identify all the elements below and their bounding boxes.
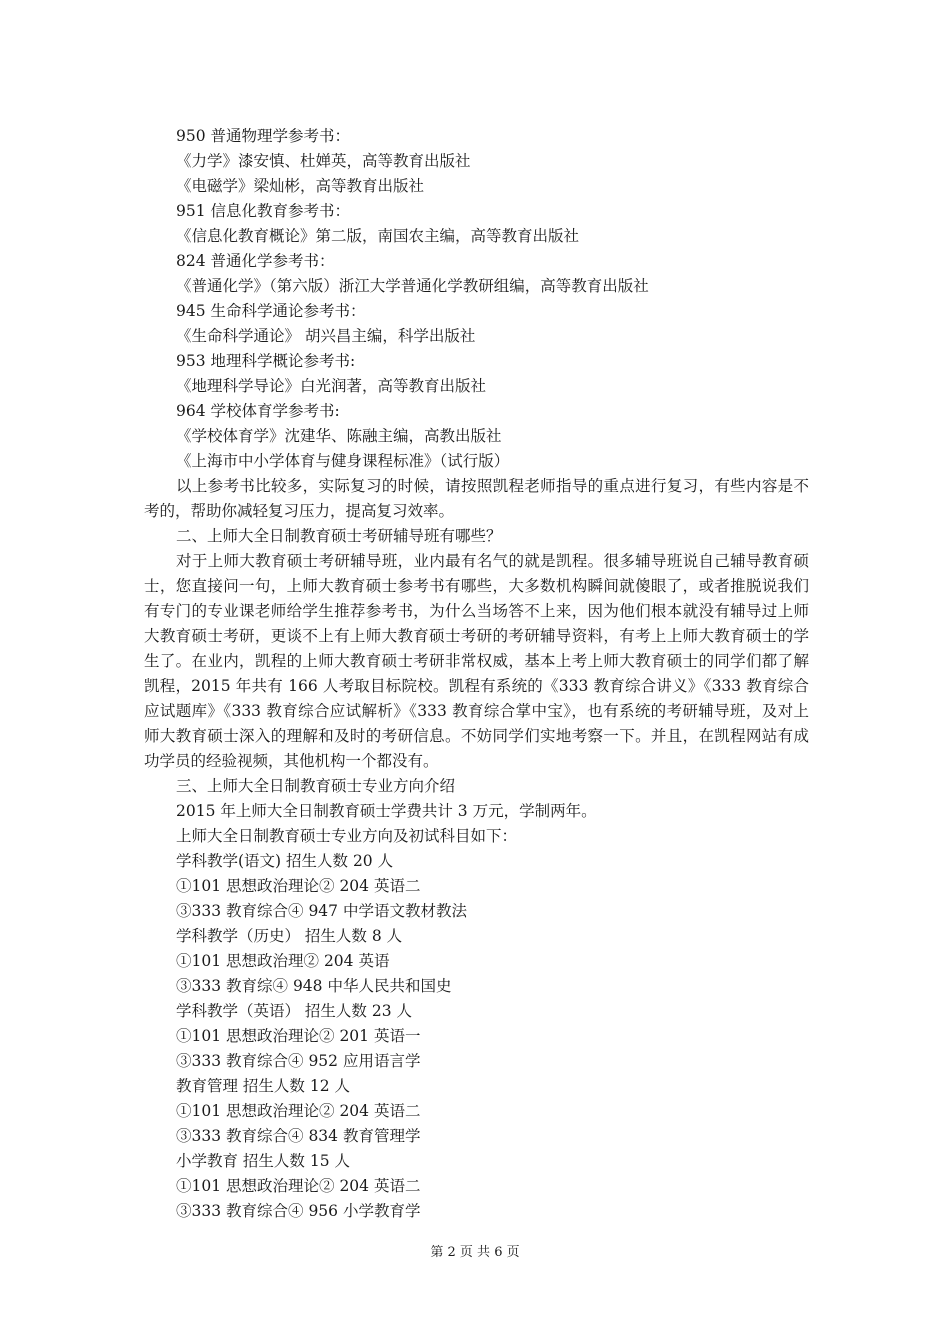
paragraph-review-tip: 以上参考书比较多，实际复习的时候，请按照凯程老师指导的重点进行复习，有些内容是不考的，帮助你减轻复习压力，提高复习效率。 <box>144 477 809 520</box>
text-line: 《力学》漆安慎、杜婵英，高等教育出版社 <box>176 152 471 170</box>
page-footer: 第 2 页 共 6 页 <box>430 1245 520 1260</box>
text-line: 824 普通化学参考书： <box>176 252 335 270</box>
subject-line: ③333 教育综④ 948 中华人民共和国史 <box>176 977 452 995</box>
text-line: 950 普通物理学参考书： <box>176 127 351 145</box>
subject-line: ③333 教育综合④ 947 中学语文教材教法 <box>176 902 467 920</box>
major-line: 学科教学(语文) 招生人数 20 人 <box>176 852 394 870</box>
major-line: 学科教学（历史） 招生人数 8 人 <box>176 927 403 945</box>
subject-line: ①101 思想政治理论② 204 英语二 <box>176 877 421 895</box>
subject-line: ③333 教育综合④ 834 教育管理学 <box>176 1127 421 1145</box>
subject-line: ①101 思想政治理② 204 英语 <box>176 952 390 970</box>
text-line: 《地理科学导论》白光润著，高等教育出版社 <box>176 377 487 395</box>
subject-line: ①101 思想政治理论② 201 英语一 <box>176 1027 421 1045</box>
section-heading-2: 二、上师大全日制教育硕士考研辅导班有哪些？ <box>176 527 502 545</box>
subject-line: ①101 思想政治理论② 204 英语二 <box>176 1102 421 1120</box>
subject-line: ①101 思想政治理论② 204 英语二 <box>176 1177 421 1195</box>
text-line: 2015 年上师大全日制教育硕士学费共计 3 万元，学制两年。 <box>176 802 597 820</box>
text-line: 951 信息化教育参考书： <box>176 202 351 220</box>
section-heading-3: 三、上师大全日制教育硕士专业方向介绍 <box>176 777 456 795</box>
text-line: 《学校体育学》沈建华、陈融主编，高教出版社 <box>176 427 502 445</box>
subject-line: ③333 教育综合④ 956 小学教育学 <box>176 1202 421 1220</box>
major-line: 教育管理 招生人数 12 人 <box>176 1077 351 1095</box>
major-line: 学科教学（英语） 招生人数 23 人 <box>176 1002 413 1020</box>
text-line: 945 生命科学通论参考书： <box>176 302 366 320</box>
text-line: 《生命科学通论》 胡兴昌主编，科学出版社 <box>176 327 476 345</box>
text-line: 《信息化教育概论》第二版，南国农主编，高等教育出版社 <box>176 227 580 245</box>
text-line: 953 地理科学概论参考书: <box>176 352 356 370</box>
paragraph-tutoring: 对于上师大教育硕士考研辅导班，业内最有名气的就是凯程。很多辅导班说自己辅导教育硕士，您直接问一句，上师大教育硕士参考书有哪些，大多数机构瞬间就傻眼了，或者推脱说我们有专门的专业课老师给学生推荐参考书，为什么当场答不上来，因为他们根本就没有辅导过上师大教育硕士考研，更谈不上有上师大教育硕士考研的考研辅导资料，有考上上师大教育硕士的学生了。在业内，凯程的上师大教育硕士考研非常权威，基本上考上师大教育硕士的同学们都了解凯程，2015 年共有 166 人考取目标院校。凯程有系统的《333 教育综合讲义》《333 教育综合应试题库》《333 教育综合应试解析》《333 教育综合掌中宝》，也有系统的考研辅导班，及对上师大教育硕士深入的理解和及时的考研信息。不妨同学们实地考察一下。并且，在凯程网站有成功学员的经验视频，其他机构一个都没有。 <box>144 552 809 770</box>
subject-line: ③333 教育综合④ 952 应用语言学 <box>176 1052 421 1070</box>
text-line: 上师大全日制教育硕士专业方向及初试科目如下： <box>176 827 518 845</box>
text-line: 《普通化学》（第六版）浙江大学普通化学教研组编，高等教育出版社 <box>176 277 649 295</box>
text-line: 964 学校体育学参考书: <box>176 402 340 420</box>
major-line: 小学教育 招生人数 15 人 <box>176 1152 351 1170</box>
text-line: 《电磁学》梁灿彬，高等教育出版社 <box>176 177 425 195</box>
page-body <box>144 124 809 1224</box>
text-line: 《上海市中小学体育与健身课程标准》（试行版） <box>176 452 510 470</box>
